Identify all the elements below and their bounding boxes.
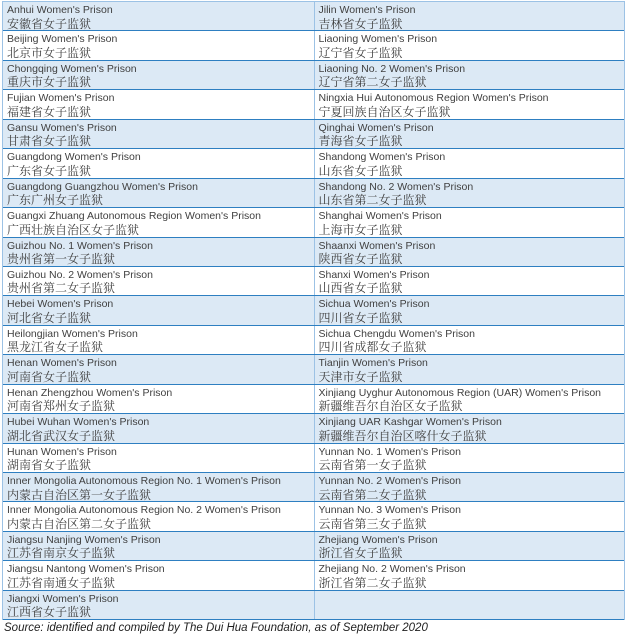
prison-name-chinese: 江苏省南通女子监狱 <box>7 575 116 590</box>
prison-cell-right <box>314 591 625 619</box>
prison-name-chinese: 山东省第二女子监狱 <box>318 193 427 208</box>
prison-name-english: Anhui Women's Prison <box>7 4 113 16</box>
prison-name-english: Yunnan No. 1 Women's Prison <box>318 445 461 458</box>
prison-name-chinese: 重庆市女子监狱 <box>7 75 92 90</box>
prison-cell-left <box>3 473 314 501</box>
prison-cell-right <box>314 149 625 177</box>
prison-name-english: Jilin Women's Prison <box>318 4 416 16</box>
prison-name-english: Shandong No. 2 Women's Prison <box>318 180 474 193</box>
prison-cell-right <box>314 326 625 354</box>
table-row <box>3 2 624 31</box>
prison-cell-right <box>314 296 625 324</box>
prison-name-chinese: 安徽省女子监狱 <box>7 16 92 31</box>
prison-name-chinese: 北京市女子监狱 <box>7 45 92 60</box>
prison-cell-right <box>314 355 625 383</box>
prison-name-chinese: 新疆维吾尔自治区喀什女子监狱 <box>318 428 487 443</box>
prison-name-chinese: 河南省郑州女子监狱 <box>7 399 116 414</box>
prison-name-chinese: 山西省女子监狱 <box>318 281 403 296</box>
prison-name-chinese: 河北省女子监狱 <box>7 310 92 325</box>
prison-cell-right <box>314 444 625 472</box>
prison-name-english: Sichua Chengdu Women's Prison <box>318 327 475 340</box>
prison-name-english: Qinghai Women's Prison <box>318 121 434 134</box>
prison-cell-left <box>3 591 314 619</box>
prison-name-english: Inner Mongolia Autonomous Region No. 2 Women's Prison <box>7 504 281 517</box>
table-row <box>3 414 624 443</box>
prison-name-chinese: 内蒙古自治区第二女子监狱 <box>7 516 152 531</box>
prison-name-chinese: 云南省第一女子监狱 <box>318 458 427 472</box>
prison-name-chinese: 天津市女子监狱 <box>318 369 403 384</box>
prison-name-english: Tianjin Women's Prison <box>318 357 428 370</box>
prison-name-english: Guizhou No. 2 Women's Prison <box>7 268 153 281</box>
prison-name-chinese: 甘肃省女子监狱 <box>7 134 92 149</box>
table-row <box>3 326 624 355</box>
prison-name-chinese: 内蒙古自治区第一女子监狱 <box>7 487 152 502</box>
prison-cell-right <box>314 120 625 148</box>
prison-name-english: Guangdong Women's Prison <box>7 151 141 164</box>
prison-name-chinese: 广西壮族自治区女子监狱 <box>7 222 140 237</box>
prison-name-english: Jiangxi Women's Prison <box>7 592 119 605</box>
prison-name-english: Hunan Women's Prison <box>7 445 117 458</box>
table-row <box>3 208 624 237</box>
prison-name-english: Xinjiang UAR Kashgar Women's Prison <box>318 416 502 429</box>
prison-name-english: Hubei Wuhan Women's Prison <box>7 416 150 429</box>
prison-cell-left <box>3 120 314 148</box>
prison-name-english: Ningxia Hui Autonomous Region Women's Prison <box>318 92 549 105</box>
prison-name-english: Guangxi Zhuang Autonomous Region Women's Prison <box>7 210 261 223</box>
prison-name-chinese: 黑龙江省女子监狱 <box>7 340 104 355</box>
prison-name-english: Shandong Women's Prison <box>318 151 446 164</box>
source-note: Source: identified and compiled by The Dui Hua Foundation, as of September 2020 <box>4 622 428 634</box>
prison-cell-left <box>3 2 314 30</box>
prison-cell-left <box>3 179 314 207</box>
prison-cell-right <box>314 502 625 530</box>
prison-name-english: Guizhou No. 1 Women's Prison <box>7 239 153 252</box>
prison-name-chinese: 辽宁省女子监狱 <box>318 45 403 60</box>
prison-name-chinese: 河南省女子监狱 <box>7 369 92 384</box>
prison-name-english: Liaoning Women's Prison <box>318 33 438 46</box>
prison-cell-right <box>314 385 625 413</box>
prison-name-chinese: 宁夏回族自治区女子监狱 <box>318 104 451 119</box>
table-row <box>3 90 624 119</box>
prison-cell-left <box>3 31 314 59</box>
prison-name-english: Inner Mongolia Autonomous Region No. 1 Women's Prison <box>7 475 281 487</box>
prison-name-chinese: 湖北省武汉女子监狱 <box>7 428 116 443</box>
prison-cell-left <box>3 296 314 324</box>
prison-cell-left <box>3 561 314 589</box>
prison-name-chinese: 贵州省第一女子监狱 <box>7 252 116 266</box>
prison-name-english: Jiangsu Nanjing Women's Prison <box>7 533 161 546</box>
prison-name-english: Yunnan No. 2 Women's Prison <box>318 475 461 487</box>
prison-name-english: Liaoning No. 2 Women's Prison <box>318 62 466 75</box>
prison-name-chinese: 新疆维吾尔自治区女子监狱 <box>318 399 463 414</box>
prison-cell-left <box>3 267 314 295</box>
table-row <box>3 296 624 325</box>
table-row <box>3 31 624 60</box>
prison-name-chinese: 吉林省女子监狱 <box>318 16 403 31</box>
prison-cell-left <box>3 502 314 530</box>
prison-cell-right <box>314 61 625 89</box>
prison-name-chinese: 浙江省第二女子监狱 <box>318 575 427 590</box>
prison-name-chinese: 浙江省女子监狱 <box>318 546 403 561</box>
prison-cell-right <box>314 31 625 59</box>
table-row <box>3 149 624 178</box>
prison-cell-right <box>314 238 625 266</box>
table-row <box>3 267 624 296</box>
prison-cell-left <box>3 61 314 89</box>
prison-cell-right <box>314 532 625 560</box>
prison-cell-right <box>314 267 625 295</box>
prison-cell-right <box>314 473 625 501</box>
table-row <box>3 238 624 267</box>
prison-name-chinese: 四川省女子监狱 <box>318 310 403 325</box>
prison-name-chinese: 广东省女子监狱 <box>7 163 92 178</box>
prison-name-english: Zhejiang No. 2 Women's Prison <box>318 563 466 576</box>
prison-name-english: Shanghai Women's Prison <box>318 210 442 223</box>
prison-name-chinese: 湖南省女子监狱 <box>7 458 92 472</box>
prison-name-english: Heilongjian Women's Prison <box>7 327 138 340</box>
prison-name-chinese: 贵州省第二女子监狱 <box>7 281 116 296</box>
prison-name-chinese: 江西省女子监狱 <box>7 605 92 620</box>
table-row <box>3 355 624 384</box>
prison-cell-left <box>3 532 314 560</box>
table-row <box>3 561 624 590</box>
prison-cell-left <box>3 444 314 472</box>
prison-cell-right <box>314 2 625 30</box>
prison-name-english: Shaanxi Women's Prison <box>318 239 436 252</box>
prison-cell-right <box>314 208 625 236</box>
table-row <box>3 61 624 90</box>
prison-name-chinese: 青海省女子监狱 <box>318 134 403 149</box>
prison-name-chinese: 江苏省南京女子监狱 <box>7 546 116 561</box>
prison-name-chinese: 福建省女子监狱 <box>7 104 92 119</box>
prison-cell-left <box>3 414 314 442</box>
prison-cell-right <box>314 414 625 442</box>
prison-name-english: Yunnan No. 3 Women's Prison <box>318 504 461 517</box>
prison-name-english: Guangdong Guangzhou Women's Prison <box>7 180 198 193</box>
prison-cell-left <box>3 385 314 413</box>
prison-name-chinese: 云南省第三女子监狱 <box>318 516 427 531</box>
prison-cell-right <box>314 179 625 207</box>
prison-name-english: Henan Women's Prison <box>7 357 117 370</box>
prison-name-chinese: 陕西省女子监狱 <box>318 252 403 266</box>
prison-name-english: Gansu Women's Prison <box>7 121 117 134</box>
prison-name-english: Chongqing Women's Prison <box>7 62 137 75</box>
prison-name-english: Sichua Women's Prison <box>318 298 430 311</box>
prison-cell-left <box>3 149 314 177</box>
table-row <box>3 385 624 414</box>
prison-name-chinese: 广东广州女子监狱 <box>7 193 104 208</box>
prison-name-english: Jiangsu Nantong Women's Prison <box>7 563 165 576</box>
prison-cell-left <box>3 90 314 118</box>
table-row <box>3 444 624 473</box>
prison-cell-left <box>3 238 314 266</box>
prison-name-english: Beijing Women's Prison <box>7 33 118 46</box>
prison-name-english: Xinjiang Uyghur Autonomous Region (UAR) Women's Prison <box>318 386 602 399</box>
table-row <box>3 502 624 531</box>
prison-cell-right <box>314 90 625 118</box>
table-row <box>3 179 624 208</box>
prison-name-chinese: 上海市女子监狱 <box>318 222 403 237</box>
prison-name-english: Fujian Women's Prison <box>7 92 115 105</box>
prison-name-chinese: 山东省女子监狱 <box>318 163 403 178</box>
table-row <box>3 591 624 620</box>
table-row <box>3 120 624 149</box>
prison-name-english: Shanxi Women's Prison <box>318 268 430 281</box>
prison-name-chinese: 辽宁省第二女子监狱 <box>318 75 427 90</box>
prison-cell-left <box>3 355 314 383</box>
prison-cell-left <box>3 326 314 354</box>
prison-name-english: Hebei Women's Prison <box>7 298 114 311</box>
womens-prison-table <box>2 1 625 620</box>
prison-cell-right <box>314 561 625 589</box>
table-row <box>3 532 624 561</box>
prison-name-english: Zhejiang Women's Prison <box>318 533 438 546</box>
prison-name-english: Henan Zhengzhou Women's Prison <box>7 386 173 399</box>
prison-name-chinese: 四川省成都女子监狱 <box>318 340 427 355</box>
prison-name-chinese: 云南省第二女子监狱 <box>318 487 427 502</box>
prison-cell-left <box>3 208 314 236</box>
table-row <box>3 473 624 502</box>
